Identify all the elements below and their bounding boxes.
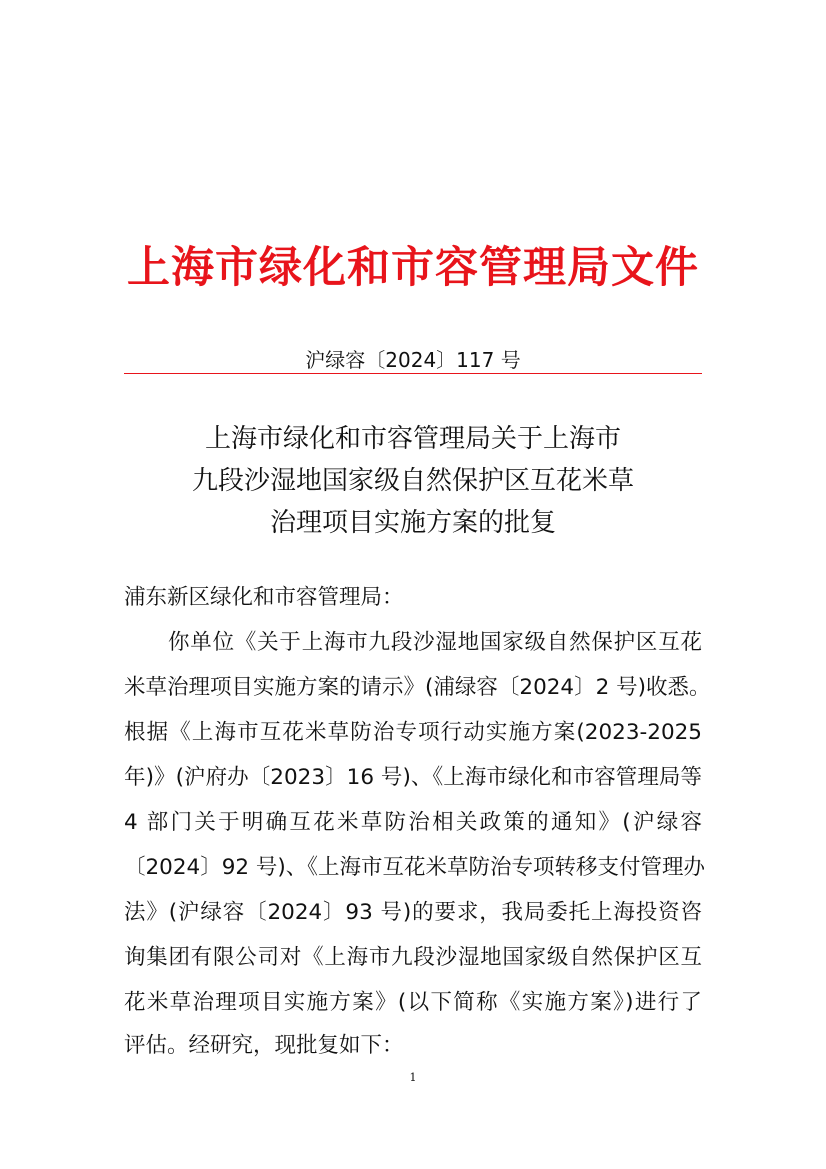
- body-line: 你单位《关于上海市九段沙湿地国家级自然保护区互花: [168, 630, 702, 655]
- page-number: 1: [409, 1071, 417, 1084]
- body-line: 询集团有限公司对《上海市九段沙湿地国家级自然保护区互: [124, 945, 702, 970]
- document-number: 沪绿容〔2024〕117 号: [305, 348, 521, 372]
- subtitle-line: 治理项目实施方案的批复: [269, 508, 556, 538]
- body-line: 米草治理项目实施方案的请示》(浦绿容〔2024〕2 号)收悉。: [124, 675, 711, 700]
- subtitle-line: 上海市绿化和市容管理局关于上海市: [204, 424, 621, 454]
- red-divider: [124, 373, 702, 374]
- body-line: 评估。经研究，现批复如下：: [124, 1033, 404, 1058]
- body-line: 〔2024〕92 号)、《上海市互花米草防治专项转移支付管理办: [124, 855, 706, 880]
- document-title: 上海市绿化和市容管理局文件: [127, 243, 699, 293]
- salutation: 浦东新区绿化和市容管理局：: [124, 585, 404, 610]
- body-line: 年)》(沪府办〔2023〕16 号)、《上海市绿化和市容管理局等: [124, 765, 702, 790]
- body-line: 法》(沪绿容〔2024〕93 号)的要求，我局委托上海投资咨: [124, 900, 702, 925]
- body-line: 根据《上海市互花米草防治专项行动实施方案(2023-2025: [124, 720, 702, 745]
- subtitle-line: 九段沙湿地国家级自然保护区互花米草: [191, 466, 634, 496]
- body-line: 4 部门关于明确互花米草防治相关政策的通知》(沪绿容: [124, 810, 702, 835]
- body-line: 花米草治理项目实施方案》(以下简称《实施方案》)进行了: [124, 990, 702, 1015]
